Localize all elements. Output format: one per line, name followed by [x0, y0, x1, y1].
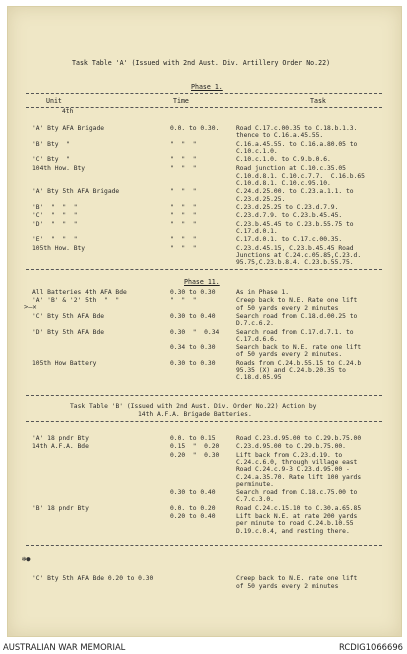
row-task-line: C.17.d.6.6.: [236, 335, 278, 343]
row-time: " " ": [170, 220, 197, 228]
last-row-task-line-2: of 50 yards every 2 minutes: [236, 583, 339, 590]
row-task-line: D.19.c.0.4, and resting there.: [236, 527, 350, 535]
row-task-line: of 50 yards every 2 minutes.: [236, 351, 343, 359]
row-task-line: C.10.c.1.0. to C.9.b.0.6.: [236, 156, 331, 164]
row-task-line: thence to C.16.a.45.55.: [236, 132, 324, 140]
row-time: " " ": [170, 156, 197, 164]
document-title: Task Table 'A' (Issued with 2nd Aust. Div. Artillery Order No.22): [72, 59, 331, 67]
row-task-line: C.23.b.45.45 to C.23.b.55.75 to: [236, 220, 354, 228]
row-task-line: C.10.c.1.0.: [236, 147, 278, 155]
row-task-line: per minute to road C.24.b.10.55: [236, 520, 354, 528]
row-task-line: Road C.24.c.9-3 C.23.d.95.00 -: [236, 466, 350, 474]
row-time: " " ": [170, 212, 197, 220]
row-task-line: C.24.d.25.00. to C.23.a.1.1. to: [236, 188, 354, 196]
row-task-line: C.7.c.3.0.: [236, 496, 274, 504]
row-time: 0.30 to 0.30: [170, 359, 216, 367]
last-row-task-line-1: Creep back to N.E. rate one lift: [236, 575, 358, 582]
document-page: [7, 6, 402, 637]
row-task-line: 95.75,C.23.b.8.4. C.23.b.55.75.: [236, 259, 354, 267]
arrow-mark: >–✕: [24, 303, 37, 311]
row-task-line: As in Phase 1.: [236, 289, 290, 296]
row-task-line: Road junction at C.10.c.35.05: [236, 164, 346, 172]
row-time: 0.0. to 0.30.: [170, 125, 220, 132]
row-task-line: Road C.23.d.95.00 to C.29.b.75.00: [236, 435, 362, 442]
row-task-line: Road C.17.c.00.35 to C.18.b.1.3.: [236, 125, 358, 132]
row-task-line: C.17.d.0.1.: [236, 227, 278, 235]
row-time: 0.30 to 0.30: [170, 289, 216, 296]
column-header-time: Time: [173, 97, 189, 105]
row-unit: 'D' Bty 5th AFA Bde: [32, 328, 105, 336]
column-header-unit: Unit: [46, 97, 62, 105]
row-task-line: C.23.d.7.9. to C.23.b.45.45.: [236, 212, 343, 220]
row-unit: 105th How Battery: [32, 359, 97, 367]
row-time: 0.20 to 0.40: [170, 513, 216, 520]
row-unit: 'A' Bty 5th AFA Brigade: [32, 188, 120, 196]
row-unit: 'A' Bty AFA Brigade: [32, 125, 105, 132]
row-time: " " ": [170, 188, 197, 196]
table-b-end-rule: [26, 545, 382, 546]
row-task-line: C.23.d.45.15, C.23.b.45.45 Road: [236, 244, 354, 252]
row-time: 0.30 to 0.40: [170, 489, 216, 497]
row-task-line: C.23.d.25.25 to C.23.d.7.9.: [236, 204, 339, 211]
row-time: " " ": [170, 244, 197, 252]
row-task-line: Lift back from C.23.d.19. to: [236, 451, 343, 459]
footer-reference-id: RCDIG1066696: [339, 642, 403, 652]
handwritten-mark: ✻●: [22, 555, 31, 563]
row-time: " " ": [170, 140, 197, 148]
row-unit: 104th How. Bty: [32, 164, 86, 172]
superscript-4th: 4th: [62, 108, 74, 115]
archive-footer: [0, 638, 407, 654]
row-time: 0.34 to 0.30: [170, 344, 216, 352]
row-task-line: Search road from C.18.c.75.00 to: [236, 489, 358, 497]
column-header-task: Task: [310, 97, 326, 105]
row-unit: 105th How. Bty: [32, 244, 86, 252]
row-task-line: C.17.d.0.1. to C.17.c.00.35.: [236, 236, 343, 244]
table-b-title-line-2: 14th A.F.A. Brigade Batteries.: [138, 411, 252, 418]
phase-2-end-rule: [26, 395, 382, 396]
row-task-line: C.24.a.35.70. Rate lift 100 yards: [236, 473, 362, 481]
row-unit: 'D' " " ": [32, 220, 78, 228]
row-unit: 'C' " " ": [32, 212, 78, 220]
row-task-line: C.18.d.05.95: [236, 374, 282, 382]
row-task-line: C.16.a.45.55. to C.16.a.80.05 to: [236, 140, 358, 148]
row-task-line: Roads from C.24.b.55.15 to C.24.b: [236, 359, 362, 367]
row-time: 0.0. to 0.15: [170, 435, 216, 442]
row-unit: 'C' Bty ": [32, 156, 70, 164]
row-task-line: of 50 yards every 2 minutes: [236, 304, 339, 312]
row-task-line: Search road from C.17.d.7.1. to: [236, 328, 354, 336]
row-unit: 'A' 18 pndr Bty: [32, 435, 89, 442]
row-unit: 'C' Bty 5th AFA Bde: [32, 312, 105, 320]
row-unit: 'B' 18 pndr Bty: [32, 504, 89, 512]
row-task-line: C.10.d.8.1. C.10.c.95.10.: [236, 180, 331, 188]
row-unit: 'E' " " ": [32, 236, 78, 244]
row-time: " " ": [170, 236, 197, 244]
row-task-line: Junctions at C.24.c.05.85,C.23.d.: [236, 251, 362, 259]
row-time: " " ": [170, 164, 197, 172]
row-time: 0.0. to 0.20: [170, 504, 216, 512]
row-time: 0.30 " 0.34: [170, 328, 220, 336]
row-task-line: D.7.c.6.2.: [236, 320, 274, 328]
row-time: " " ": [170, 297, 197, 305]
row-task-line: C.23.d.95.00 to C.29.b.75.00.: [236, 443, 346, 451]
row-task-line: Road C.24.c.15.10 to C.30.a.65.85: [236, 504, 362, 512]
row-task-line: Search back to N.E. rate one lift: [236, 344, 362, 352]
footer-archive-name: AUSTRALIAN WAR MEMORIAL: [3, 642, 126, 652]
row-unit: 'A' 'B' & '2' 5th " ": [32, 297, 120, 305]
row-task-line: Creep back to N.E. Rate one lift: [236, 297, 358, 305]
row-unit: All Batteries 4th AFA Bde: [32, 289, 127, 296]
row-time: " " ": [170, 204, 197, 211]
phase-1-end-rule: [26, 269, 382, 270]
row-task-line: C.23.d.25.25.: [236, 195, 286, 203]
row-task-line: Search road from C.18.d.00.25 to: [236, 312, 358, 320]
row-unit: 'B' Bty ": [32, 140, 70, 148]
phase-2-label: Phase 11.: [184, 278, 220, 286]
last-row-unit: 'C' Bty 5th AFA Bde 0.20 to 0.30: [32, 575, 154, 582]
row-time: 0.15 " 0.20: [170, 443, 220, 451]
phase-1-label: Phase 1.: [191, 83, 223, 91]
row-task-line: 95.35 (X) and C.24.b.20.35 to: [236, 367, 346, 374]
table-b-rule: [26, 421, 382, 422]
row-task-line: Lift back N.E. at rate 200 yards: [236, 513, 358, 520]
row-task-line: perminute.: [236, 480, 274, 488]
header-rule-top: [26, 93, 382, 94]
row-unit: 'B' " " ": [32, 204, 78, 211]
header-rule-bottom: [26, 107, 382, 108]
row-task-line: C.10.d.8.1. C.10.c.7.7. C.16.b.65: [236, 172, 365, 180]
table-b-title-line-1: Task Table 'B' (Issued with 2nd Aust. Div. Order No.22) Action by: [70, 403, 317, 410]
row-task-line: C.24.c.6.0, through village east: [236, 458, 358, 466]
row-time: 0.20 " 0.30: [170, 451, 220, 459]
row-unit: 14th A.F.A. Bde: [32, 443, 89, 451]
row-time: 0.30 to 0.40: [170, 312, 216, 320]
